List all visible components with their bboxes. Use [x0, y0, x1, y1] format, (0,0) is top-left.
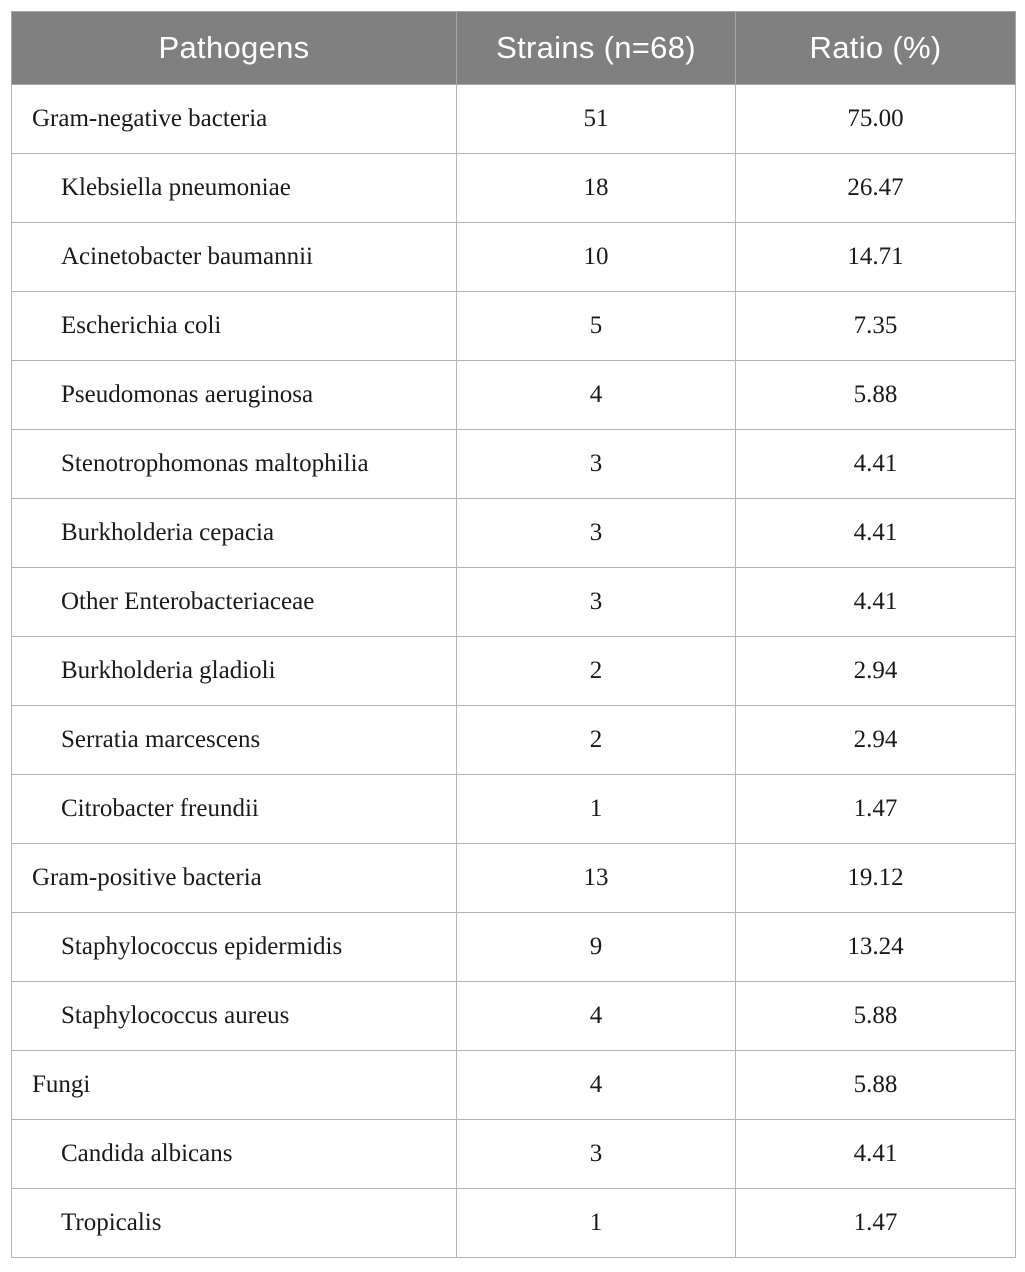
strains-count: 4: [457, 982, 736, 1051]
strains-count: 3: [457, 568, 736, 637]
pathogen-group-name: Gram-positive bacteria: [12, 844, 457, 913]
table-row: [12, 430, 1016, 499]
pathogen-name: Escherichia coli: [12, 292, 457, 361]
pathogen-name: Tropicalis: [12, 1189, 457, 1258]
pathogen-name: Burkholderia gladioli: [12, 637, 457, 706]
ratio-percent: 75.00: [736, 85, 1016, 154]
ratio-percent: 1.47: [736, 1189, 1016, 1258]
strains-count: 1: [457, 775, 736, 844]
table-row: [12, 706, 1016, 775]
pathogen-name: Staphylococcus epidermidis: [12, 913, 457, 982]
pathogen-name: Stenotrophomonas maltophilia: [12, 430, 457, 499]
strains-count: 5: [457, 292, 736, 361]
pathogen-name: Burkholderia cepacia: [12, 499, 457, 568]
ratio-percent: 2.94: [736, 706, 1016, 775]
pathogen-name: Serratia marcescens: [12, 706, 457, 775]
ratio-percent: 5.88: [736, 982, 1016, 1051]
table-row: [12, 85, 1016, 154]
header-ratio: Ratio (%): [736, 12, 1016, 85]
ratio-percent: 13.24: [736, 913, 1016, 982]
pathogen-distribution-table: [11, 11, 1016, 1258]
strains-count: 3: [457, 1120, 736, 1189]
pathogen-name: Citrobacter freundii: [12, 775, 457, 844]
strains-count: 10: [457, 223, 736, 292]
strains-count: 1: [457, 1189, 736, 1258]
pathogen-name: Acinetobacter baumannii: [12, 223, 457, 292]
table-row: [12, 568, 1016, 637]
ratio-percent: 14.71: [736, 223, 1016, 292]
table-row: [12, 844, 1016, 913]
table-row: [12, 361, 1016, 430]
ratio-percent: 2.94: [736, 637, 1016, 706]
table-row: [12, 292, 1016, 361]
table-header: [12, 12, 1016, 85]
table-row: [12, 499, 1016, 568]
strains-count: 4: [457, 1051, 736, 1120]
ratio-percent: 5.88: [736, 361, 1016, 430]
ratio-percent: 4.41: [736, 430, 1016, 499]
pathogen-name: Pseudomonas aeruginosa: [12, 361, 457, 430]
table-row: [12, 982, 1016, 1051]
ratio-percent: 19.12: [736, 844, 1016, 913]
table-row: [12, 154, 1016, 223]
ratio-percent: 4.41: [736, 1120, 1016, 1189]
strains-count: 13: [457, 844, 736, 913]
table-row: [12, 775, 1016, 844]
pathogen-name: Other Enterobacteriaceae: [12, 568, 457, 637]
table-row: [12, 1189, 1016, 1258]
header-row: [12, 12, 1016, 85]
ratio-percent: 7.35: [736, 292, 1016, 361]
pathogen-name: Klebsiella pneumoniae: [12, 154, 457, 223]
table-row: [12, 1120, 1016, 1189]
table-row: [12, 223, 1016, 292]
pathogen-group-name: Gram-negative bacteria: [12, 85, 457, 154]
strains-count: 18: [457, 154, 736, 223]
table-row: [12, 637, 1016, 706]
strains-count: 3: [457, 499, 736, 568]
ratio-percent: 4.41: [736, 499, 1016, 568]
strains-count: 2: [457, 637, 736, 706]
pathogen-group-name: Fungi: [12, 1051, 457, 1120]
strains-count: 4: [457, 361, 736, 430]
table-row: [12, 1051, 1016, 1120]
ratio-percent: 1.47: [736, 775, 1016, 844]
strains-count: 51: [457, 85, 736, 154]
table-body: [12, 85, 1016, 1258]
ratio-percent: 4.41: [736, 568, 1016, 637]
strains-count: 9: [457, 913, 736, 982]
ratio-percent: 5.88: [736, 1051, 1016, 1120]
pathogen-name: Staphylococcus aureus: [12, 982, 457, 1051]
table-row: [12, 913, 1016, 982]
pathogen-table-container: [11, 11, 1015, 1258]
strains-count: 2: [457, 706, 736, 775]
header-pathogens: Pathogens: [12, 12, 457, 85]
strains-count: 3: [457, 430, 736, 499]
header-strains: Strains (n=68): [457, 12, 736, 85]
pathogen-name: Candida albicans: [12, 1120, 457, 1189]
ratio-percent: 26.47: [736, 154, 1016, 223]
